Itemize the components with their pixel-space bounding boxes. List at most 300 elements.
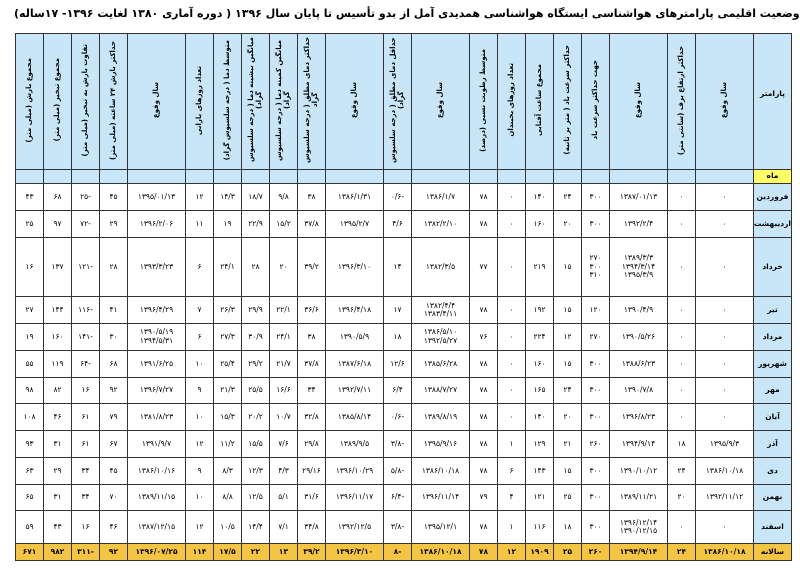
column-header: [582, 34, 610, 170]
table-cell: ۱۳۸۹/۱۱/۱۵: [128, 484, 186, 511]
table-cell: ۱۳۸۹/۹/۵: [326, 431, 384, 458]
table-cell: ۱۳۹۲/۱۱/۱۲: [696, 484, 754, 511]
table-cell: ۱۶: [72, 377, 100, 404]
column-header-label: تفاوت بارش به تبخیر (میلی متر): [81, 43, 90, 157]
table-cell: ۱۳۹۲/۱۲/۵: [326, 511, 384, 544]
cell-line: ۱۳۹۴/۵/۳۱: [139, 336, 174, 346]
table-cell: ۱۹: [16, 324, 44, 351]
table-cell: ۱۳۹۱/۶/۲۵: [128, 350, 186, 377]
table-cell: ۷۶: [470, 324, 498, 351]
table-cell: ۳۸: [298, 324, 326, 351]
table-cell: -۶۴: [72, 350, 100, 377]
table-cell: ۵۵: [16, 350, 44, 377]
table-cell: ۱۸: [554, 511, 582, 544]
table-cell: ۱۳۸۶/۱۰/۱۸: [696, 544, 754, 561]
table-cell: ۲۵/۴: [214, 350, 242, 377]
header-spacer: [100, 169, 128, 183]
table-cell: ۱۱/۲: [214, 431, 242, 458]
column-header: [100, 34, 128, 170]
table-cell: ۰: [668, 404, 696, 431]
table-cell: ۴/۶: [384, 211, 412, 238]
table-cell: ۷۸: [470, 377, 498, 404]
table-cell: ۷۸: [470, 457, 498, 484]
table-cell: ۰: [668, 237, 696, 297]
table-cell: ۰: [696, 324, 754, 351]
table-row: [16, 297, 792, 324]
table-cell: ۷۹: [100, 404, 128, 431]
table-cell: ۱۹۲: [526, 297, 554, 324]
column-header: [270, 34, 298, 170]
table-cell: ۳۴: [72, 484, 100, 511]
table-cell: ۱۳۹۵/۱۲/۱: [412, 511, 470, 544]
table-cell: ۰: [668, 297, 696, 324]
table-cell: ۱۲/۵: [242, 484, 270, 511]
table-cell: ۳۰۰: [582, 484, 610, 511]
table-cell: ۲۹/۸: [298, 431, 326, 458]
table-cell: ۱۳۸۸/۶/۲۳: [610, 350, 668, 377]
table-cell: ۱۰: [186, 484, 214, 511]
table-cell: ۱۳۹۵/۲/۷: [326, 211, 384, 238]
table-cell: ۹/۸: [270, 184, 298, 211]
table-cell: ۲۹: [44, 457, 72, 484]
table-cell: ۱۰: [186, 350, 214, 377]
header-spacer: [610, 169, 668, 183]
table-cell: ۱۴۴: [44, 297, 72, 324]
column-header: [668, 34, 696, 170]
cell-line: ۲۷۰: [589, 253, 602, 263]
table-cell: ۱۴/۴: [242, 511, 270, 544]
month-label: مهر: [754, 377, 792, 404]
table-cell: ۱۲: [186, 431, 214, 458]
table-cell: ۱۵: [554, 297, 582, 324]
table-cell: -۰/۶: [384, 184, 412, 211]
table-cell: ۹۲: [100, 377, 128, 404]
column-header: [610, 34, 668, 170]
table-cell: ۲۵/۵: [242, 377, 270, 404]
table-cell: ۲۲۴: [526, 324, 554, 351]
table-cell: ۰: [498, 237, 526, 297]
column-header-label: سال وقوع: [152, 82, 161, 119]
table-cell: [412, 297, 470, 324]
table-cell: ۱۰/۷: [270, 404, 298, 431]
table-cell: ۲۲/۱: [270, 297, 298, 324]
table-row: [16, 184, 792, 211]
table-cell: ۱۳۹۰/۵/۹: [326, 324, 384, 351]
table-cell: ۲۴: [668, 544, 696, 561]
table-cell: [128, 324, 186, 351]
cell-line: ۱۳۹۵/۳/۹: [623, 270, 654, 280]
table-cell: ۹۷: [44, 211, 72, 238]
table-cell: ۱۲۹: [526, 431, 554, 458]
table-cell: [582, 237, 610, 297]
table-cell: ۷۸: [470, 350, 498, 377]
table-cell: ۲۲: [242, 544, 270, 561]
table-cell: ۱۳۸۹/۱۱/۲۱: [610, 484, 668, 511]
table-cell: ۶۳: [16, 457, 44, 484]
table-cell: ۷: [186, 297, 214, 324]
cell-line: ۱۳۹۲/۵/۲۷: [423, 336, 458, 346]
table-cell: ۱۳۸۶/۱۰/۱۶: [128, 457, 186, 484]
column-header-label: مجموع بارش (میلی متر): [25, 57, 34, 143]
table-cell: ۲۸: [242, 237, 270, 297]
header-spacer: [582, 169, 610, 183]
table-cell: ۶: [498, 457, 526, 484]
cell-line: ۳۰۰: [589, 261, 602, 271]
column-header: [526, 34, 554, 170]
table-cell: ۱۴: [384, 237, 412, 297]
month-header: ماه: [754, 169, 792, 183]
table-cell: ۴: [498, 484, 526, 511]
column-header-label: سال وقوع: [436, 82, 445, 119]
table-cell: ۱۳۹۰/۵/۲۶: [610, 324, 668, 351]
table-cell: ۱۲/۶: [384, 350, 412, 377]
column-header: [214, 34, 242, 170]
table-cell: ۲۰: [554, 404, 582, 431]
table-cell: ۱۳۸۷/۱۲/۱۵: [128, 511, 186, 544]
table-cell: ۷/۱: [270, 511, 298, 544]
table-cell: ۶۷۱: [16, 544, 44, 561]
table-row: [16, 377, 792, 404]
header-spacer: [214, 169, 242, 183]
table-cell: ۱۳۸۶/۱/۷: [412, 184, 470, 211]
column-header-label: حداقل دمای مطلق ( درجه سلسیوس گراد): [389, 37, 406, 163]
table-cell: ۰: [668, 511, 696, 544]
month-label: دی: [754, 457, 792, 484]
table-cell: ۳۴: [72, 457, 100, 484]
table-cell: ۱۵: [554, 237, 582, 297]
table-cell: ۱۳۹۴/۹/۱۴: [610, 431, 668, 458]
table-cell: ۷۷: [470, 237, 498, 297]
table-cell: ۰: [498, 211, 526, 238]
month-label: اردیبهشت: [754, 211, 792, 238]
table-row: [16, 350, 792, 377]
month-label: فروردین: [754, 184, 792, 211]
table-cell: -۲۵: [72, 184, 100, 211]
table-cell: ۱۲: [498, 544, 526, 561]
table-cell: ۲۴: [668, 457, 696, 484]
table-cell: ۱۳۸۵/۸/۱۴: [326, 404, 384, 431]
table-cell: ۱۹: [214, 211, 242, 238]
table-cell: ۳۴/۸: [298, 511, 326, 544]
climate-table: [15, 33, 792, 561]
table-cell: ۱۳۹۰/۷/۸: [610, 377, 668, 404]
column-header: [298, 34, 326, 170]
table-cell: ۱۱۹: [44, 350, 72, 377]
table-cell: ۷۸: [470, 184, 498, 211]
table-cell: ۰: [696, 377, 754, 404]
column-header: [186, 34, 214, 170]
column-header-label: حداکثر سرعت باد ( متر بر ثانیه): [563, 45, 572, 155]
table-cell: ۳۴: [298, 377, 326, 404]
table-cell: ۱۳۹۴/۹/۱۴: [610, 544, 668, 561]
table-cell: ۱۳۹۶/۴/۱۸: [326, 297, 384, 324]
month-label: مرداد: [754, 324, 792, 351]
table-cell: ۹۲: [100, 544, 128, 561]
table-cell: ۱۳۹۶/۳/۱۰: [326, 544, 384, 561]
table-cell: ۱۳۹۶/۴/۲۹: [128, 297, 186, 324]
header-spacer: [242, 169, 270, 183]
table-cell: ۱۲۱: [526, 484, 554, 511]
table-cell: -۱۱۶: [72, 297, 100, 324]
table-cell: ۱۸: [668, 431, 696, 458]
table-cell: ۱۵: [554, 350, 582, 377]
column-header: [384, 34, 412, 170]
header-spacer: [498, 169, 526, 183]
table-cell: ۱۳۹۵/۰۱/۱۳: [128, 184, 186, 211]
table-cell: ۰: [668, 377, 696, 404]
column-header-label: حداکثر ارتفاع برف (سانتی متر): [677, 45, 686, 155]
column-header-label: میانگین کمینه دما ( درجه سلسیوس گراد): [275, 39, 292, 161]
table-cell: ۱۳۹۰/۴/۹: [610, 297, 668, 324]
table-cell: ۱۲: [186, 184, 214, 211]
column-header-label: تعداد روزهای یخبندان: [507, 63, 516, 137]
cell-line: ۱۳۸۳/۴/۱۱: [423, 309, 458, 319]
table-cell: ۱۲: [186, 511, 214, 544]
month-header-row: [16, 169, 792, 183]
column-header-label: میانگین بیشینه دما ( درجه سلسیوس گراد): [247, 37, 264, 163]
table-cell: ۱۳۹۶/۷/۲۷: [128, 377, 186, 404]
column-header-label: سال وقوع: [634, 82, 643, 119]
column-header-label: متوسط دما ( درجه سلسیوس گراد): [223, 40, 232, 161]
table-cell: ۲۷۰: [582, 324, 610, 351]
table-cell: ۱۴۰: [526, 184, 554, 211]
table-cell: ۲۹/۲: [242, 350, 270, 377]
table-cell: ۱۳۸۹/۸/۱۹: [412, 404, 470, 431]
table-cell: ۲۰/۲: [242, 404, 270, 431]
table-cell: ۱۳۹۶/۱۱/۱۴: [412, 484, 470, 511]
table-cell: ۱۴۰: [526, 404, 554, 431]
table-cell: ۶: [186, 237, 214, 297]
table-cell: ۹: [186, 377, 214, 404]
table-cell: ۱۲/۳: [242, 457, 270, 484]
table-cell: ۲۵: [16, 211, 44, 238]
header-spacer: [696, 169, 754, 183]
table-cell: -۳/۸: [384, 511, 412, 544]
table-cell: ۸۲: [44, 377, 72, 404]
column-header-label: تعداد روزهای بارانی: [195, 65, 204, 135]
table-cell: -۱۲۱: [72, 237, 100, 297]
column-header: [470, 34, 498, 170]
table-cell: ۱۳۸۲/۲/۱۰: [412, 211, 470, 238]
table-row: [16, 511, 792, 544]
table-cell: ۱۳۸۶/۱۰/۱۸: [412, 544, 470, 561]
table-cell: ۲۰: [554, 211, 582, 238]
header-spacer: [298, 169, 326, 183]
header-spacer: [526, 169, 554, 183]
header-spacer: [16, 169, 44, 183]
table-cell: ۷/۶: [270, 431, 298, 458]
table-cell: ۱۰/۵: [214, 511, 242, 544]
table-cell: [412, 324, 470, 351]
table-cell: ۲۹/۹: [242, 297, 270, 324]
table-row: [16, 324, 792, 351]
cell-line: ۱۳۸۹/۳/۳: [623, 253, 654, 263]
table-cell: ۱۵/۵: [242, 431, 270, 458]
table-cell: ۱۳۹۰/۱۰/۱۲: [610, 457, 668, 484]
month-label: شهریور: [754, 350, 792, 377]
month-label: خرداد: [754, 237, 792, 297]
table-cell: ۳۶/۶: [298, 297, 326, 324]
cell-line: ۱۳۹۴/۳/۱۴: [621, 261, 656, 271]
table-cell: ۷۰: [100, 484, 128, 511]
table-cell: ۱۸: [384, 324, 412, 351]
table-cell: -۳/۸: [384, 431, 412, 458]
column-header: [128, 34, 186, 170]
table-row: [16, 211, 792, 238]
table-cell: ۹: [186, 457, 214, 484]
table-cell: ۱۳۹۲/۷/۱۱: [326, 377, 384, 404]
table-cell: ۱۳۹۶/۳/۱۰: [326, 237, 384, 297]
cell-line: ۱۳۹۰/۱۲/۱۵: [619, 526, 658, 536]
table-cell: ۷۸: [470, 544, 498, 561]
column-header: [696, 34, 754, 170]
table-cell: ۵۹: [16, 511, 44, 544]
table-cell: ۲۱۹: [526, 237, 554, 297]
table-cell: ۱۸/۷: [242, 184, 270, 211]
header-row: [16, 34, 792, 170]
cell-line: ۱۳۸۶/۵/۱۰: [423, 327, 458, 337]
cell-line: ۱۳۸۲/۴/۴: [425, 300, 456, 310]
table-cell: ۱۴/۳: [214, 184, 242, 211]
total-row: [16, 544, 792, 561]
table-cell: ۰: [498, 350, 526, 377]
table-cell: ۶۸: [44, 184, 72, 211]
table-cell: ۱۳۹۲/۲/۴: [610, 211, 668, 238]
month-label: بهمن: [754, 484, 792, 511]
table-cell: ۳۰۰: [582, 377, 610, 404]
column-header: [412, 34, 470, 170]
table-cell: ۷۸: [470, 211, 498, 238]
table-cell: ۱۶: [16, 237, 44, 297]
header-spacer: [326, 169, 384, 183]
table-cell: -۷۲: [72, 211, 100, 238]
table-cell: ۱۶۰: [44, 324, 72, 351]
table-cell: ۱۳۸۷/۰۱/۱۳: [610, 184, 668, 211]
column-header-label: مجموع تبخیر (میلی متر): [53, 58, 62, 142]
column-header-label: جهت حداکثر سرعت باد: [591, 60, 600, 140]
table-row: [16, 404, 792, 431]
table-cell: ۰: [668, 184, 696, 211]
month-label: تیر: [754, 297, 792, 324]
table-cell: ۳۱: [44, 484, 72, 511]
table-cell: ۹۸: [16, 377, 44, 404]
table-cell: ۲۶/۳: [214, 297, 242, 324]
header-spacer: [554, 169, 582, 183]
table-row: [16, 431, 792, 458]
table-cell: ۱۱۴: [186, 544, 214, 561]
table-cell: ۱۳۸۶/۱۰/۱۸: [696, 457, 754, 484]
table-cell: ۰: [498, 404, 526, 431]
table-cell: ۲۴/۱: [214, 237, 242, 297]
table-cell: ۱۳: [270, 544, 298, 561]
table-cell: ۲۱/۳: [214, 377, 242, 404]
table-cell: ۳۸: [298, 184, 326, 211]
table-cell: ۹۳: [16, 431, 44, 458]
table-cell: ۲۶۰: [582, 544, 610, 561]
table-cell: ۱۳۹۵/۹/۳: [696, 431, 754, 458]
table-cell: ۶: [186, 324, 214, 351]
table-cell: -۵/۸: [384, 457, 412, 484]
table-cell: ۱۵/۲: [270, 211, 298, 238]
table-cell: ۱۳۹۶/۰۷/۲۵: [128, 544, 186, 561]
column-header: [554, 34, 582, 170]
table-cell: ۱: [498, 431, 526, 458]
table-cell: ۴۵: [100, 184, 128, 211]
table-cell: ۲۶۰: [582, 431, 610, 458]
column-header-label: سال وقوع: [350, 82, 359, 119]
table-cell: ۱۳۸۱/۸/۲۳: [128, 404, 186, 431]
table-cell: ۰: [498, 297, 526, 324]
table-cell: ۴۱: [100, 297, 128, 324]
column-header: [326, 34, 384, 170]
table-cell: ۱۳۹۱/۹/۷: [128, 431, 186, 458]
table-cell: -۶/۴: [384, 484, 412, 511]
table-cell: ۳۹/۲: [298, 237, 326, 297]
month-label: آبان: [754, 404, 792, 431]
column-header: [242, 34, 270, 170]
header-spacer: [470, 169, 498, 183]
table-cell: ۱۱: [186, 211, 214, 238]
table-cell: ۱۵: [554, 457, 582, 484]
column-header-label: حداکثر بارش ۲۴ ساعته (میلی متر): [109, 40, 118, 160]
table-title: وضعیت اقلیمی پارامترهای هواشناسی ایستگاه هواشناسی همدیدی آمل از بدو تأسیس تا پایان سال ۱۳۹۶ ( دوره آماری ۱۳۸۰ لغایت ۱۳۹۶- ۱۷ساله): [14, 7, 800, 20]
table-cell: ۱۳۹۵/۹/۱۶: [412, 431, 470, 458]
table-cell: ۲۹: [100, 211, 128, 238]
header-spacer: [72, 169, 100, 183]
table-cell: ۶/۴: [384, 377, 412, 404]
table-row: [16, 457, 792, 484]
table-cell: ۱۳۸۲/۳/۵: [412, 237, 470, 297]
column-header-label: سال وقوع: [720, 82, 729, 119]
header-spacer: [270, 169, 298, 183]
table-cell: ۱۳۹۳/۳/۲۳: [128, 237, 186, 297]
table-cell: ۲۱: [554, 431, 582, 458]
table-cell: ۰: [696, 184, 754, 211]
table-cell: ۰: [696, 511, 754, 544]
column-header-label: متوسط رطوبت نسبی (درصد): [479, 48, 488, 152]
table-cell: ۱۲۰: [582, 297, 610, 324]
table-cell: ۲۰: [668, 484, 696, 511]
table-cell: ۶۵: [16, 484, 44, 511]
cell-line: ۱۳۹۶/۱۲/۱۴: [619, 517, 658, 527]
table-cell: -۸: [384, 544, 412, 561]
table-cell: ۳۱: [44, 431, 72, 458]
table-cell: ۱۱۶: [526, 511, 554, 544]
cell-line: ۱۳۹۰/۵/۱۹: [139, 327, 174, 337]
header-spacer: [186, 169, 214, 183]
cell-line: ۳۱۰: [589, 270, 602, 280]
table-cell: ۰: [696, 211, 754, 238]
table-cell: ۰: [668, 211, 696, 238]
column-header-label: حداکثر دمای مطلق ( درجه سلسیوس گراد: [303, 37, 320, 164]
table-cell: ۱۴۳: [526, 457, 554, 484]
table-cell: ۴/۳: [270, 457, 298, 484]
table-cell: ۳۰/۹: [242, 324, 270, 351]
header-spacer: [668, 169, 696, 183]
column-header: [72, 34, 100, 170]
table-cell: ۲۵: [554, 544, 582, 561]
table-cell: ۴۶: [100, 511, 128, 544]
table-cell: ۰: [498, 184, 526, 211]
table-cell: ۶۱: [72, 431, 100, 458]
table-cell: ۳۰۰: [582, 184, 610, 211]
table-cell: ۴۶: [44, 404, 72, 431]
table-cell: ۱: [498, 511, 526, 544]
table-cell: -۰/۶: [384, 404, 412, 431]
table-cell: ۳۰۰: [582, 211, 610, 238]
table-cell: ۸/۸: [214, 484, 242, 511]
table-cell: [610, 237, 668, 297]
